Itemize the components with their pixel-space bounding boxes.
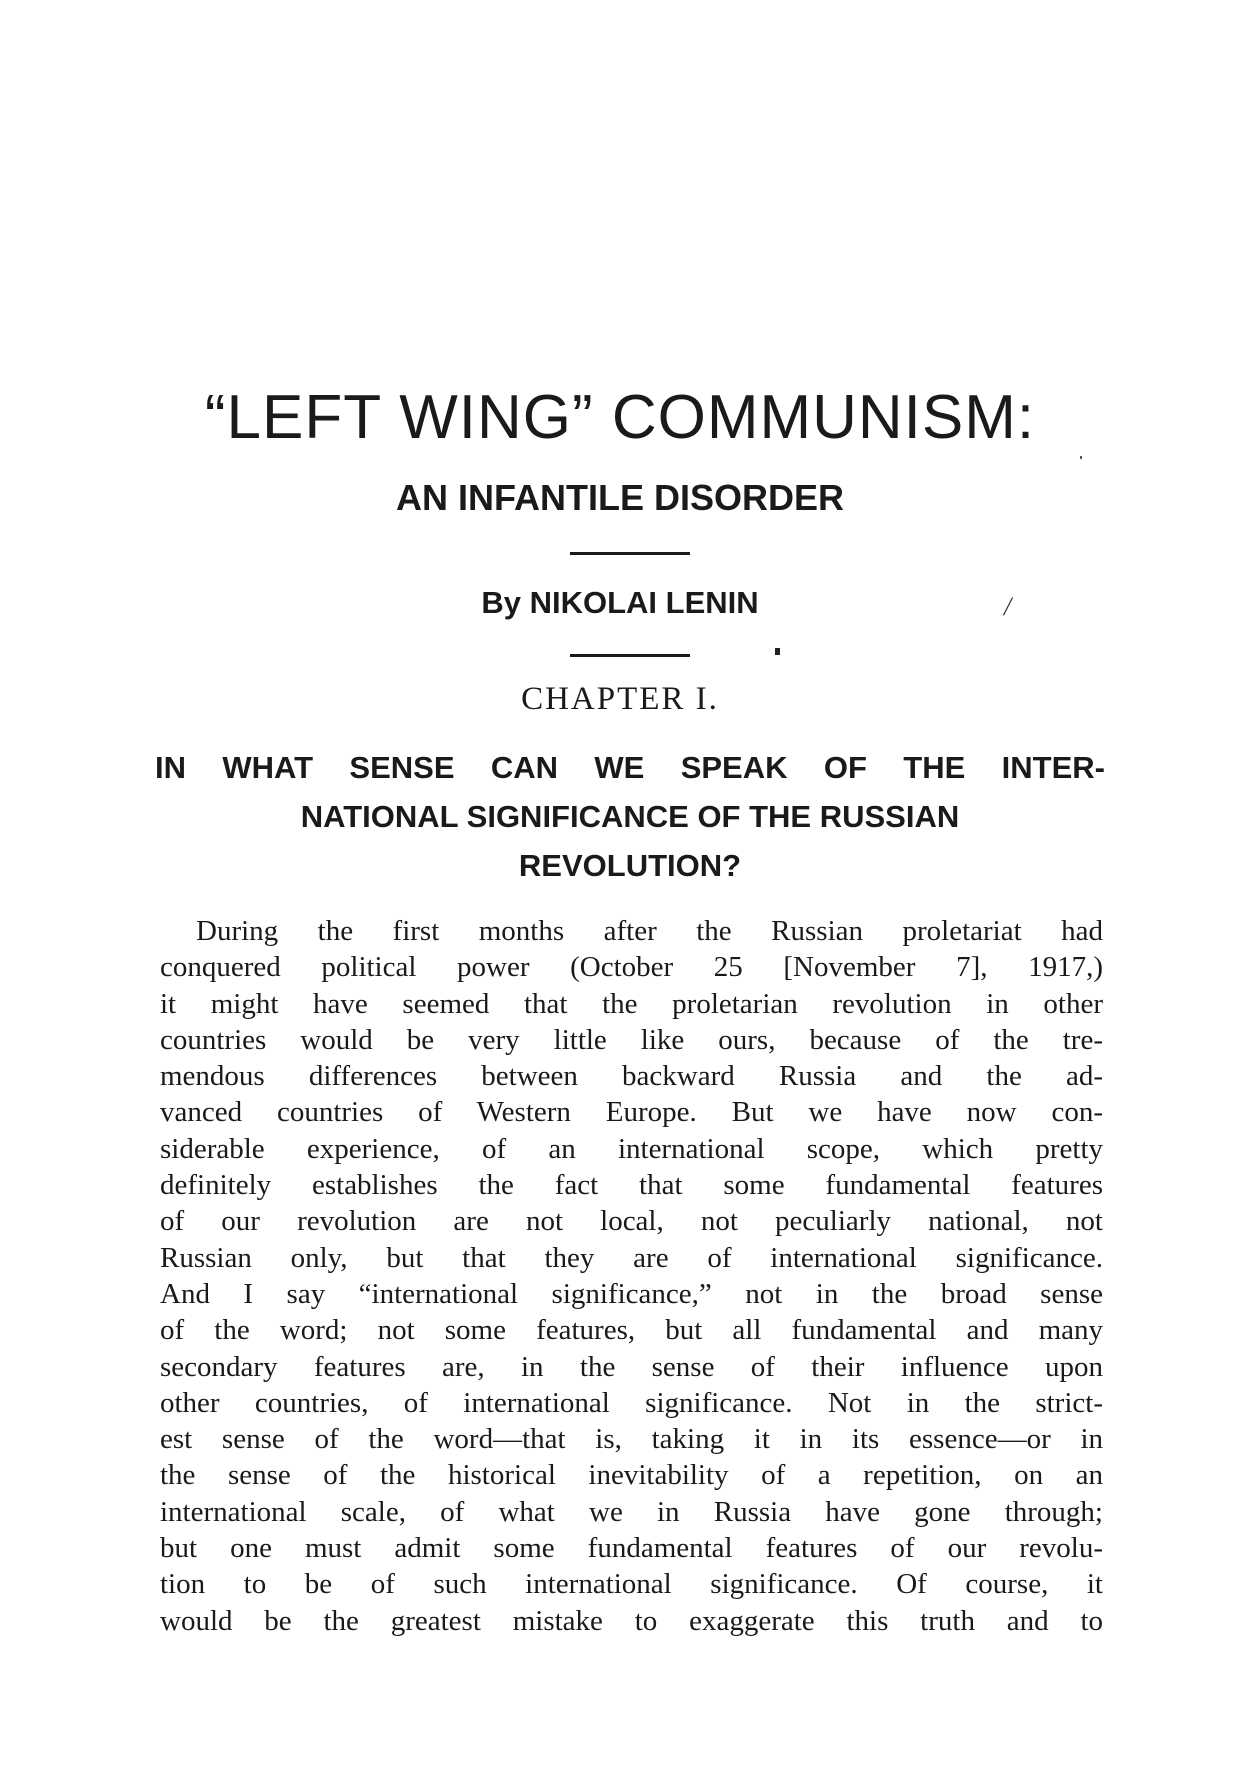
body-line: countries would be very little like ours, because of the tre- (160, 1023, 1103, 1056)
chapter-heading (155, 743, 1105, 890)
body-line: international scale, of what we in Russia have gone through; (160, 1495, 1103, 1528)
body-line: definitely establishes the fact that some fundamental features (160, 1169, 1103, 1202)
author-byline: By NIKOLAI LENIN (481, 585, 759, 620)
chapter-heading-line: REVOLUTION? (518, 848, 742, 883)
stray-print-mark: / (1004, 592, 1012, 621)
body-line: would be the greatest mistake to exaggerate this truth and to (160, 1604, 1103, 1637)
body-paragraph (160, 913, 1103, 1639)
body-line: of our revolution are not local, not peculiarly national, not (160, 1205, 1103, 1238)
print-speck (775, 648, 780, 655)
chapter-heading-line: NATIONAL SIGNIFICANCE OF THE RUSSIAN (300, 799, 960, 834)
body-line: vanced countries of Western Europe. But we have now con- (160, 1096, 1103, 1129)
body-line: tion to be of such international significance. Of course, it (160, 1568, 1103, 1601)
body-line: conquered political power (October 25 [November 7], 1917,) (160, 951, 1103, 984)
body-line: of the word; not some features, but all fundamental and many (160, 1314, 1103, 1347)
body-line: And I say “international significance,” not in the broad sense (160, 1277, 1103, 1310)
body-line: other countries, of international significance. Not in the strict- (160, 1386, 1103, 1419)
body-line: the sense of the historical inevitability of a repetition, on an (160, 1459, 1103, 1492)
body-line: est sense of the word—that is, taking it in its essence—or in (160, 1423, 1103, 1456)
body-line: it might have seemed that the proletarian revolution in other (160, 987, 1103, 1020)
body-line: secondary features are, in the sense of their influence upon (160, 1350, 1103, 1383)
body-line: mendous differences between backward Russia and the ad- (160, 1060, 1103, 1093)
body-line: but one must admit some fundamental features of our revolu- (160, 1532, 1103, 1565)
body-line: Russian only, but that they are of international significance. (160, 1241, 1103, 1274)
document-subtitle: AN INFANTILE DISORDER (395, 477, 844, 518)
print-speck (1080, 456, 1082, 459)
chapter-label: CHAPTER I. (521, 681, 719, 717)
body-line: siderable experience, of an international scope, which pretty (160, 1132, 1103, 1165)
body-line: During the first months after the Russian proletariat had (196, 915, 1103, 947)
byline-divider (570, 654, 690, 657)
title-divider (570, 552, 690, 555)
chapter-heading-line: IN WHAT SENSE CAN WE SPEAK OF THE INTER- (155, 750, 1105, 785)
document-title: “LEFT WING” COMMUNISM: (204, 383, 1036, 452)
